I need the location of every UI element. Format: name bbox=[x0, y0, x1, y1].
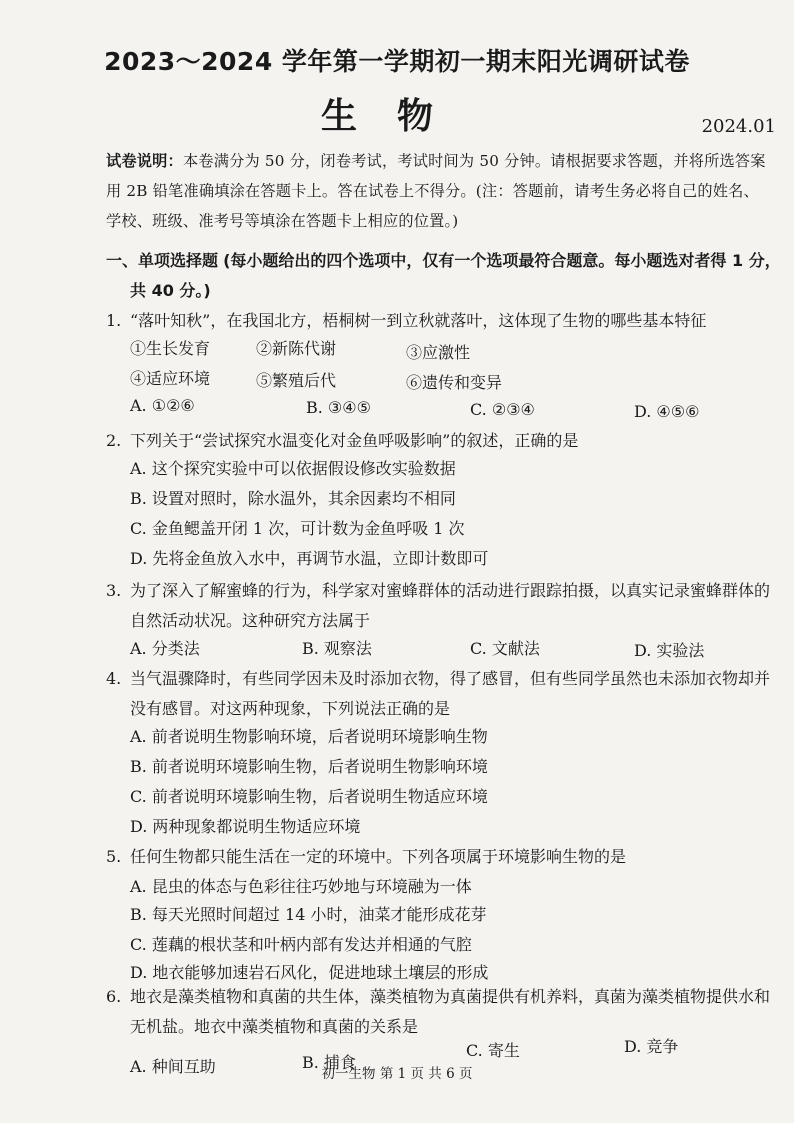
question-3 bbox=[106, 576, 790, 636]
q1-item-6: ⑥遗传和变异 bbox=[406, 373, 503, 392]
q5-option-d: D. 地衣能够加速岩石风化，促进地球土壤层的形成 bbox=[130, 963, 489, 982]
q6-option-a: A. 种间互助 bbox=[130, 1057, 216, 1076]
section-header bbox=[106, 246, 786, 306]
q2-option-a: A. 这个探究实验中可以依据假设修改实验数据 bbox=[130, 459, 456, 478]
question-text-1: 为了深入了解蜜蜂的行为，科学家对蜜蜂群体的活动进行跟踪拍摄，以真实记录蜜蜂群体的 bbox=[130, 581, 771, 600]
q1-item-1: ①生长发育 bbox=[130, 339, 211, 358]
question-number: 3. bbox=[106, 581, 122, 600]
q1-item-2: ②新陈代谢 bbox=[256, 339, 337, 358]
instructions bbox=[106, 146, 786, 236]
instructions-label: 试卷说明： bbox=[106, 152, 183, 170]
section-desc-2: 共 40 分。) bbox=[130, 281, 211, 300]
q1-option-b: B. ③④⑤ bbox=[306, 398, 371, 417]
q3-option-c: C. 文献法 bbox=[470, 639, 540, 658]
question-text-1: 当气温骤降时，有些同学因未及时添加衣物，得了感冒，但有些同学虽然也未添加衣物却并 bbox=[130, 669, 771, 688]
question-2 bbox=[106, 426, 790, 456]
q6-option-d: D. 竞争 bbox=[624, 1037, 679, 1056]
exam-title: 2023～2024 学年第一学期初一期末阳光调研试卷 bbox=[104, 47, 690, 76]
question-number: 5. bbox=[106, 847, 122, 866]
question-text-1: 地衣是藻类植物和真菌的共生体，藻类植物为真菌提供有机养料，真菌为藻类植物提供水和 bbox=[130, 987, 771, 1006]
question-text-2: 无机盐。地衣中藻类植物和真菌的关系是 bbox=[130, 1017, 419, 1036]
q4-option-a: A. 前者说明生物影响环境，后者说明环境影响生物 bbox=[130, 727, 488, 746]
instructions-line-2: 用 2B 铅笔准确填涂在答题卡上。答在试卷上不得分。(注：答题前，请考生务必将自己的姓名、 bbox=[106, 182, 759, 200]
question-text-2: 没有感冒。对这两种现象，下列说法正确的是 bbox=[130, 699, 451, 718]
instructions-line-3: 学校、班级、准考号等填涂在答题卡上相应的位置。) bbox=[106, 212, 459, 230]
q4-option-b: B. 前者说明环境影响生物，后者说明生物影响环境 bbox=[130, 757, 488, 776]
instructions-line-1: 本卷满分为 50 分，闭卷考试，考试时间为 50 分钟。请根据要求答题，并将所选答案 bbox=[182, 152, 766, 170]
question-number: 4. bbox=[106, 669, 122, 688]
q1-item-5: ⑤繁殖后代 bbox=[256, 371, 337, 390]
question-text: 任何生物都只能生活在一定的环境中。下列各项属于环境影响生物的是 bbox=[130, 847, 627, 866]
q1-option-d: D. ④⑤⑥ bbox=[634, 402, 700, 421]
q1-option-c: C. ②③④ bbox=[470, 400, 535, 419]
q2-option-d: D. 先将金鱼放入水中，再调节水温，立即计数即可 bbox=[130, 549, 489, 568]
subject-title: 生物 bbox=[320, 96, 473, 137]
question-1 bbox=[106, 306, 790, 336]
q4-option-d: D. 两种现象都说明生物适应环境 bbox=[130, 817, 361, 836]
q2-option-b: B. 设置对照时，除水温外，其余因素均不相同 bbox=[130, 489, 456, 508]
q3-option-b: B. 观察法 bbox=[302, 639, 372, 658]
question-text-2: 自然活动状况。这种研究方法属于 bbox=[130, 611, 371, 630]
q6-option-c: C. 寄生 bbox=[466, 1041, 520, 1060]
exam-date: 2024.01 bbox=[701, 116, 776, 137]
page-footer: 初一生物 第 1 页 共 6 页 bbox=[321, 1066, 473, 1082]
question-5 bbox=[106, 842, 790, 872]
section-label: 一、单项选择题 bbox=[106, 251, 219, 270]
question-text: “落叶知秋”，在我国北方，梧桐树一到立秋就落叶，这体现了生物的哪些基本特征 bbox=[130, 311, 707, 330]
question-4 bbox=[106, 664, 790, 724]
question-6 bbox=[106, 982, 790, 1042]
question-number: 2. bbox=[106, 431, 122, 450]
question-number: 1. bbox=[106, 311, 122, 330]
q4-option-c: C. 前者说明环境影响生物，后者说明生物适应环境 bbox=[130, 787, 488, 806]
q5-option-c: C. 莲藕的根状茎和叶柄内部有发达并相通的气腔 bbox=[130, 935, 472, 954]
question-number: 6. bbox=[106, 987, 122, 1006]
q3-option-d: D. 实验法 bbox=[634, 641, 705, 660]
q1-item-4: ④适应环境 bbox=[130, 369, 211, 388]
q6-option-b: B. 捕食 bbox=[302, 1053, 356, 1072]
question-text: 下列关于“尝试探究水温变化对金鱼呼吸影响”的叙述，正确的是 bbox=[130, 431, 579, 450]
q1-item-3: ③应激性 bbox=[406, 343, 471, 362]
section-desc-1: (每小题给出的四个选项中，仅有一个选项最符合题意。每小题选对者得 1 分， bbox=[223, 251, 781, 270]
q2-option-c: C. 金鱼鳃盖开闭 1 次，可计数为金鱼呼吸 1 次 bbox=[130, 519, 465, 538]
q5-option-b: B. 每天光照时间超过 14 小时，油菜才能形成花芽 bbox=[130, 905, 487, 924]
q3-option-a: A. 分类法 bbox=[130, 639, 200, 658]
q5-option-a: A. 昆虫的体态与色彩往往巧妙地与环境融为一体 bbox=[130, 877, 472, 896]
q1-option-a: A. ①②⑥ bbox=[130, 396, 195, 415]
